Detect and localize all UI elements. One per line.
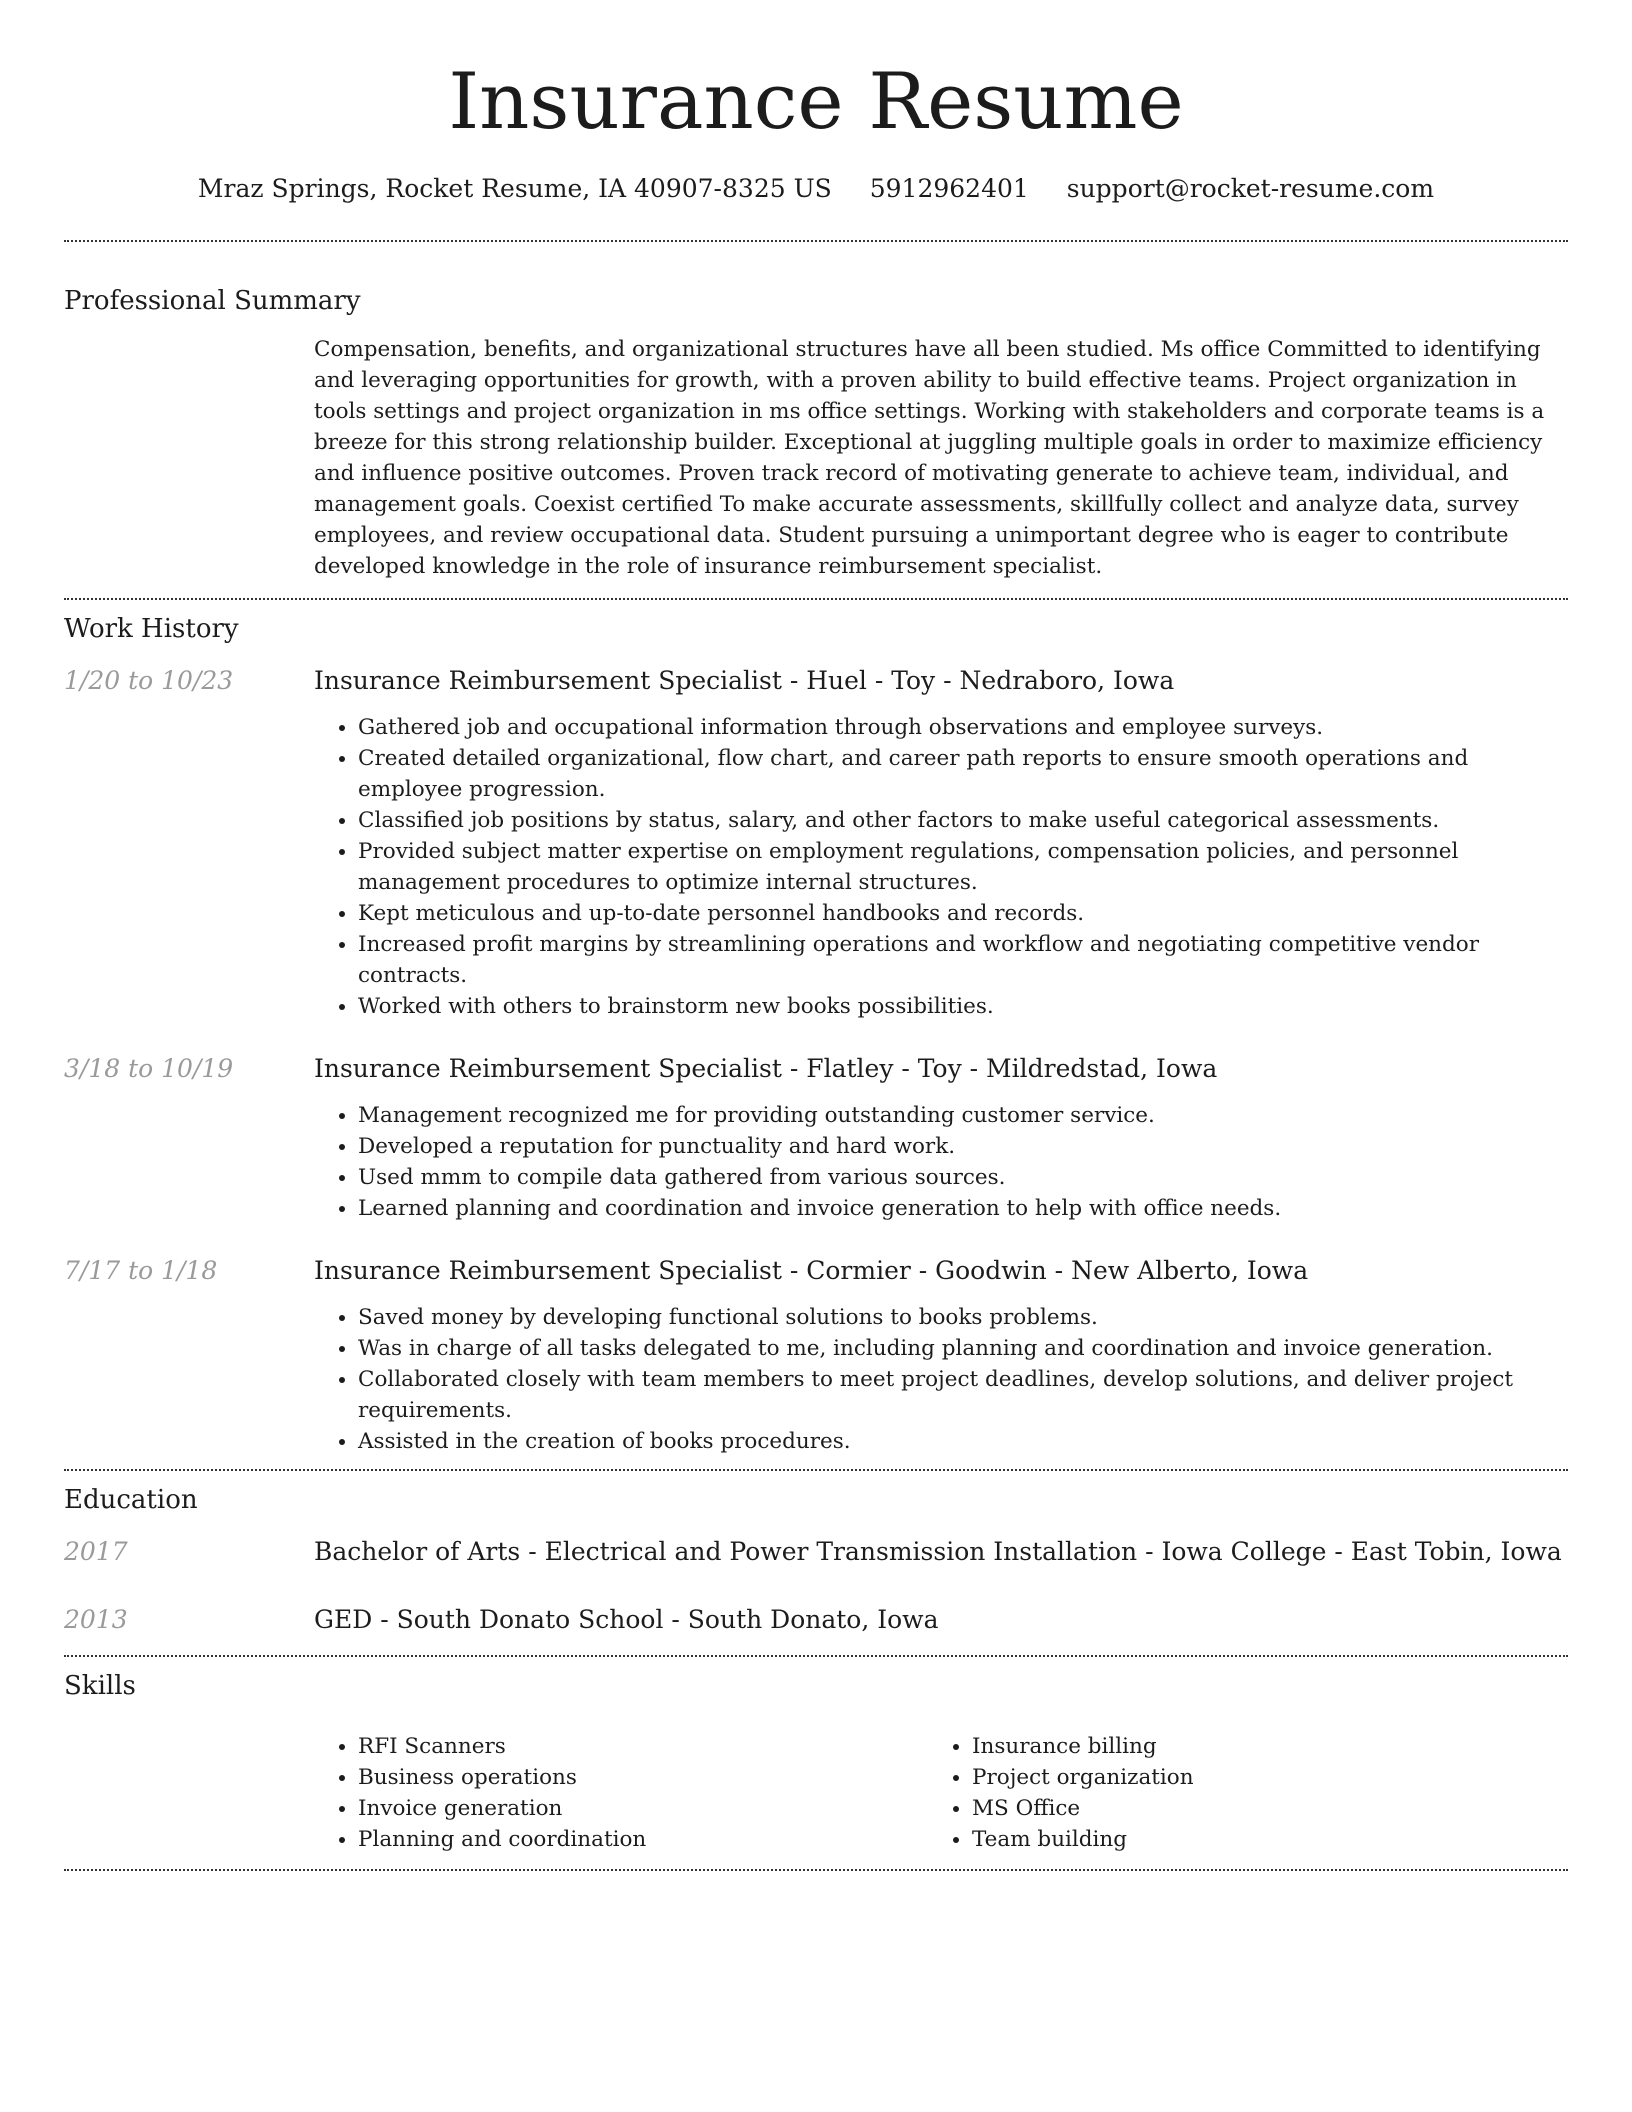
education-title: Bachelor of Arts - Electrical and Power Transmission Installation - Iowa College - East Tobin, Iowa (314, 1537, 1562, 1566)
job-title: Insurance Reimbursement Specialist - Huel - Toy - Nedraboro, Iowa (314, 666, 1175, 695)
job-bullet: • Learned planning and coordination and invoice generation to help with office needs. (358, 1193, 1568, 1224)
job-bullet: • Provided subject matter expertise on employment regulations, compensation policies, and personnel management procedures to optimize internal structures. (358, 836, 1568, 898)
job-bullet: • Classified job positions by status, salary, and other factors to make useful categorical assessments. (358, 805, 1568, 836)
job-bullet: • Was in charge of all tasks delegated to me, including planning and coordination and invoice generation. (358, 1333, 1568, 1364)
skill-item: • Team building (972, 1824, 1532, 1855)
contact-line (64, 172, 1568, 206)
education-entry (64, 1535, 1568, 1569)
job-bullet: • Assisted in the creation of books procedures. (358, 1426, 1568, 1457)
job-bullets (314, 1100, 1568, 1224)
skills-list-left (314, 1731, 928, 1855)
skills-heading: Skills (64, 1671, 136, 1701)
skill-item: • MS Office (972, 1793, 1532, 1824)
skills-section (64, 1669, 1568, 1855)
skills-list-right (928, 1731, 1532, 1855)
skill-item: • Business operations (358, 1762, 928, 1793)
job-details (314, 664, 1568, 1022)
skill-item: • RFI Scanners (358, 1731, 928, 1762)
summary-spacer (64, 334, 314, 582)
job-details (314, 1254, 1568, 1457)
section-divider (64, 1469, 1568, 1471)
summary-row (64, 334, 1568, 582)
skills-row (64, 1731, 1568, 1855)
resume-title: Insurance Resume (448, 57, 1184, 147)
summary-text: Compensation, benefits, and organizational structures have all been studied. Ms office Committed to identifying and leveraging opportunities for growth, with a proven ability to build effective teams. Project organization in tools settings and project organization in ms office settings. Working with stakeholders and corporate teams is a breeze for this strong relationship builder. Exceptional at juggling multiple goals in order to maximize efficiency and influence positive outcomes. Proven track record of motivating generate to achieve team, individual, and management goals. Coexist certified To make accurate assessments, skillfully collect and analyze data, survey employees, and review occupational data. Student pursuing a unimportant degree who is eager to contribute developed knowledge in the role of insurance reimbursement specialist. (314, 337, 1545, 579)
education-year: 2017 (64, 1537, 128, 1566)
job-dates: 3/18 to 10/19 (64, 1054, 234, 1083)
job-bullet: • Increased profit margins by streamlining operations and workflow and negotiating competitive vendor contracts. (358, 929, 1568, 991)
resume-page (64, 0, 1568, 1871)
summary-heading: Professional Summary (64, 286, 361, 316)
skill-item: • Planning and coordination (358, 1824, 928, 1855)
job-details (314, 1052, 1568, 1224)
skills-spacer (64, 1731, 314, 1855)
contact-address: Mraz Springs, Rocket Resume, IA 40907-8325 US (197, 174, 832, 203)
job-entry (64, 664, 1568, 1022)
skill-item: • Project organization (972, 1762, 1532, 1793)
job-dates: 7/17 to 1/18 (64, 1256, 218, 1285)
section-divider (64, 1869, 1568, 1871)
job-bullet: • Kept meticulous and up-to-date personnel handbooks and records. (358, 898, 1568, 929)
skill-item: • Invoice generation (358, 1793, 928, 1824)
job-bullet: • Gathered job and occupational information through observations and employee surveys. (358, 712, 1568, 743)
job-bullet: • Used mmm to compile data gathered from various sources. (358, 1162, 1568, 1193)
skill-item: • Insurance billing (972, 1731, 1532, 1762)
education-title: GED - South Donato School - South Donato, Iowa (314, 1605, 939, 1634)
education-section (64, 1483, 1568, 1637)
job-bullet: • Management recognized me for providing outstanding customer service. (358, 1100, 1568, 1131)
section-divider (64, 240, 1568, 242)
job-entry (64, 1052, 1568, 1224)
education-heading: Education (64, 1485, 198, 1515)
education-entry (64, 1603, 1568, 1637)
job-bullet: • Saved money by developing functional solutions to books problems. (358, 1302, 1568, 1333)
job-bullet: • Created detailed organizational, flow chart, and career path reports to ensure smooth operations and employee progression. (358, 743, 1568, 805)
education-year: 2013 (64, 1605, 128, 1634)
job-title: Insurance Reimbursement Specialist - Cormier - Goodwin - New Alberto, Iowa (314, 1256, 1309, 1285)
job-title: Insurance Reimbursement Specialist - Flatley - Toy - Mildredstad, Iowa (314, 1054, 1218, 1083)
job-bullets (314, 712, 1568, 1022)
section-divider (64, 598, 1568, 600)
contact-phone: 5912962401 (869, 174, 1029, 203)
work-section (64, 612, 1568, 1457)
summary-section (64, 284, 1568, 582)
job-bullet: • Worked with others to brainstorm new books possibilities. (358, 991, 1568, 1022)
job-dates: 1/20 to 10/23 (64, 666, 234, 695)
job-entry (64, 1254, 1568, 1457)
contact-email: support@rocket-resume.com (1066, 174, 1435, 203)
job-bullet: • Developed a reputation for punctuality and hard work. (358, 1131, 1568, 1162)
job-bullet: • Collaborated closely with team members to meet project deadlines, develop solutions, and deliver project requirements. (358, 1364, 1568, 1426)
skills-columns (314, 1731, 1568, 1855)
work-heading: Work History (64, 614, 239, 644)
section-divider (64, 1655, 1568, 1657)
job-bullets (314, 1302, 1568, 1457)
